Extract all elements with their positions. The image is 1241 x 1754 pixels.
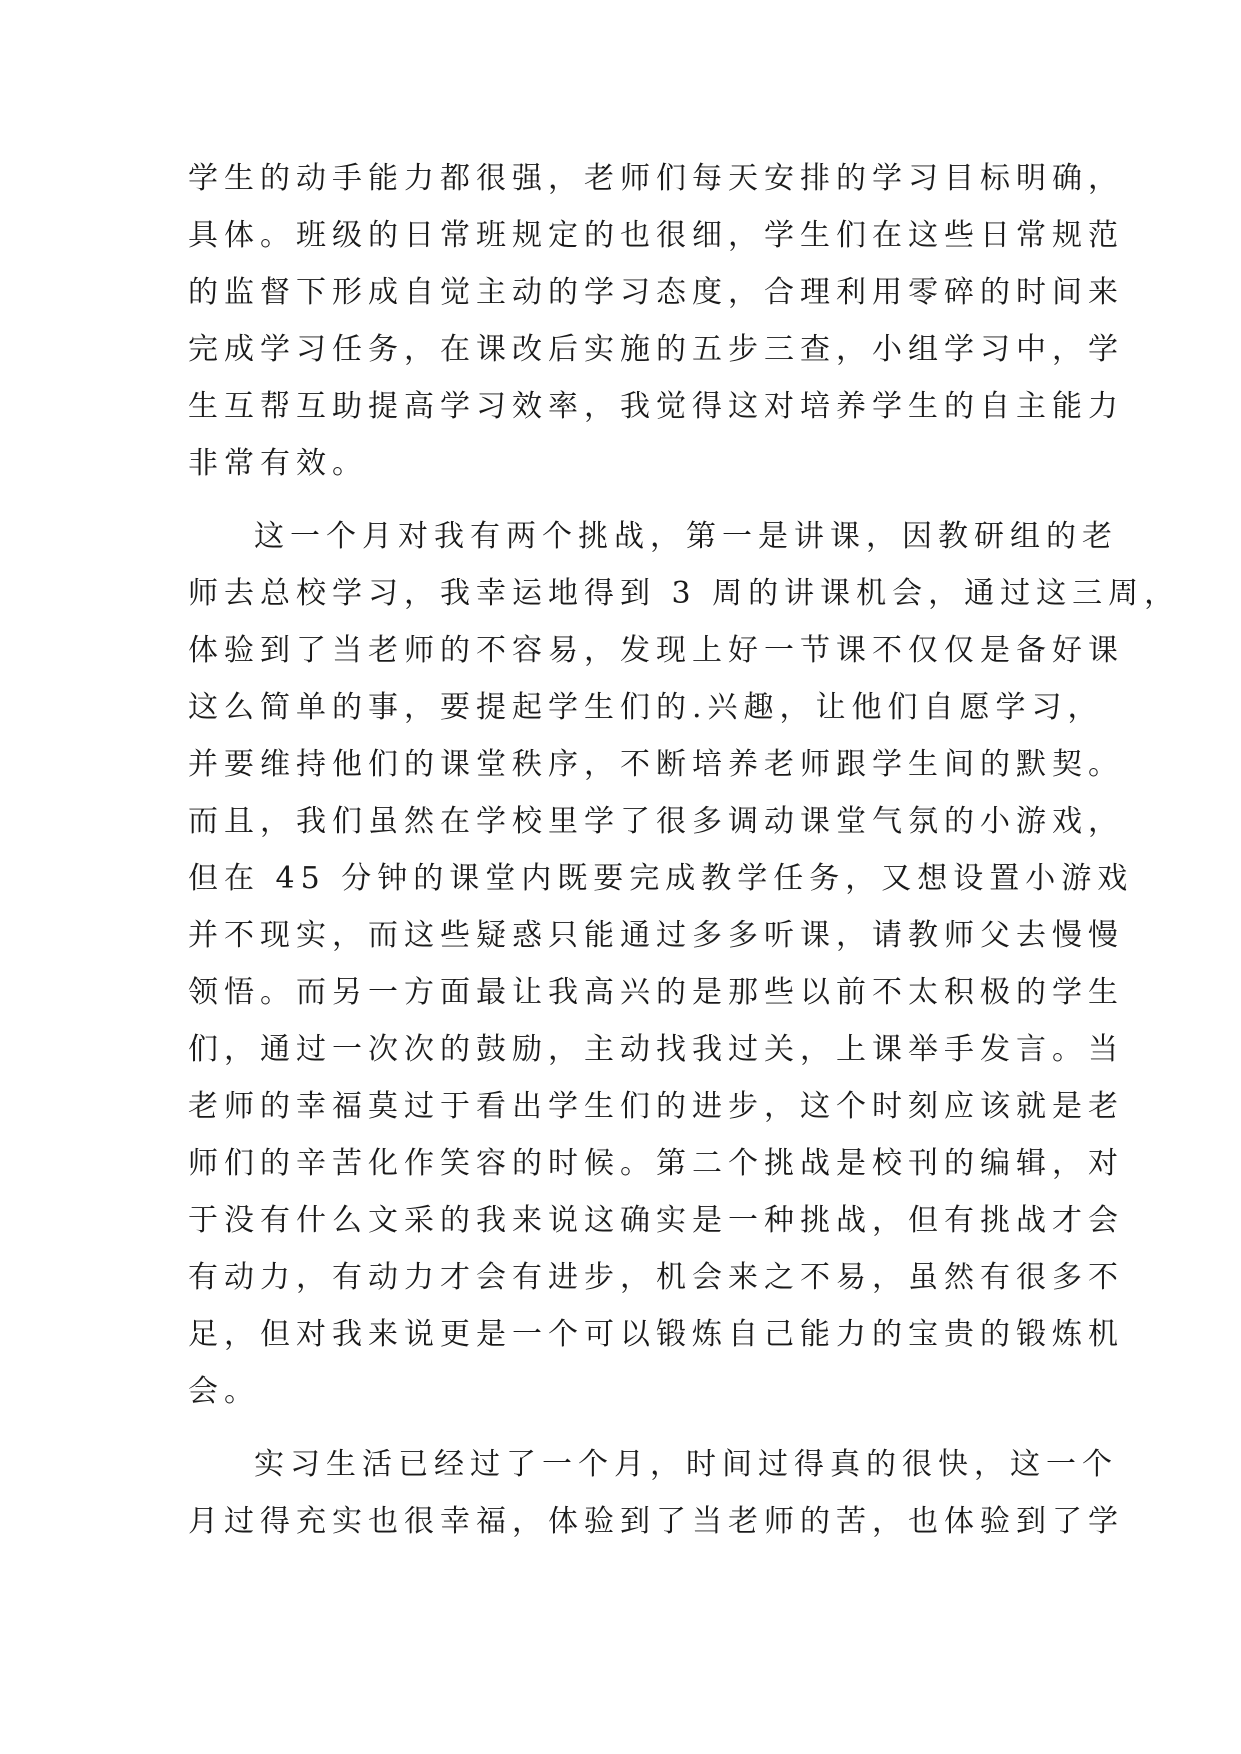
paragraph-gap: [188, 492, 1050, 508]
text-line: 并不现实，而这些疑惑只能通过多多听课，请教师父去慢慢: [188, 918, 1124, 953]
paragraph-3: [188, 1436, 1124, 1550]
text-line-first: 这一个月对我有两个挑战，第一是讲课，因教研组的老: [254, 519, 1118, 554]
text-line-first: 实习生活已经过了一个月，时间过得真的很快，这一个: [254, 1447, 1118, 1482]
text-line: 这么简单的事，要提起学生们的.兴趣，让他们自愿学习，: [188, 690, 1104, 725]
text-line: 并要维持他们的课堂秩序，不断培养老师跟学生间的默契。: [188, 747, 1124, 782]
paragraph-gap: [188, 1420, 1050, 1436]
text-line: 们，通过一次次的鼓励，主动找我过关，上课举手发言。当: [188, 1032, 1124, 1067]
paragraph-2: [188, 508, 1181, 1420]
text-line: 学生的动手能力都很强，老师们每天安排的学习目标明确，: [188, 161, 1124, 196]
text-line: 但在 45 分钟的课堂内既要完成教学任务，又想设置小游戏: [188, 861, 1134, 896]
text-line: 月过得充实也很幸福，体验到了当老师的苦，也体验到了学: [188, 1504, 1124, 1539]
text-line: 的监督下形成自觉主动的学习态度，合理利用零碎的时间来: [188, 275, 1124, 310]
text-line: 有动力，有动力才会有进步，机会来之不易，虽然有很多不: [188, 1260, 1124, 1295]
text-line: 具体。班级的日常班规定的也很细，学生们在这些日常规范: [188, 218, 1124, 253]
text-line: 非常有效。: [188, 446, 368, 481]
text-line: 老师的幸福莫过于看出学生们的进步，这个时刻应该就是老: [188, 1089, 1124, 1124]
text-line: 生互帮互助提高学习效率，我觉得这对培养学生的自主能力: [188, 389, 1124, 424]
text-line: 而且，我们虽然在学校里学了很多调动课堂气氛的小游戏，: [188, 804, 1124, 839]
text-line: 师去总校学习，我幸运地得到 3 周的讲课机会，通过这三周，: [188, 576, 1181, 611]
paragraph-1: [188, 150, 1124, 492]
text-line: 完成学习任务，在课改后实施的五步三查，小组学习中，学: [188, 332, 1124, 367]
text-line: 领悟。而另一方面最让我高兴的是那些以前不太积极的学生: [188, 975, 1124, 1010]
text-line: 体验到了当老师的不容易，发现上好一节课不仅仅是备好课: [188, 633, 1124, 668]
text-line: 师们的辛苦化作笑容的时候。第二个挑战是校刊的编辑，对: [188, 1146, 1124, 1181]
text-line: 足，但对我来说更是一个可以锻炼自己能力的宝贵的锻炼机: [188, 1317, 1124, 1352]
text-line: 会。: [188, 1374, 260, 1409]
text-line: 于没有什么文采的我来说这确实是一种挑战，但有挑战才会: [188, 1203, 1124, 1238]
document-page: [188, 150, 1181, 1550]
